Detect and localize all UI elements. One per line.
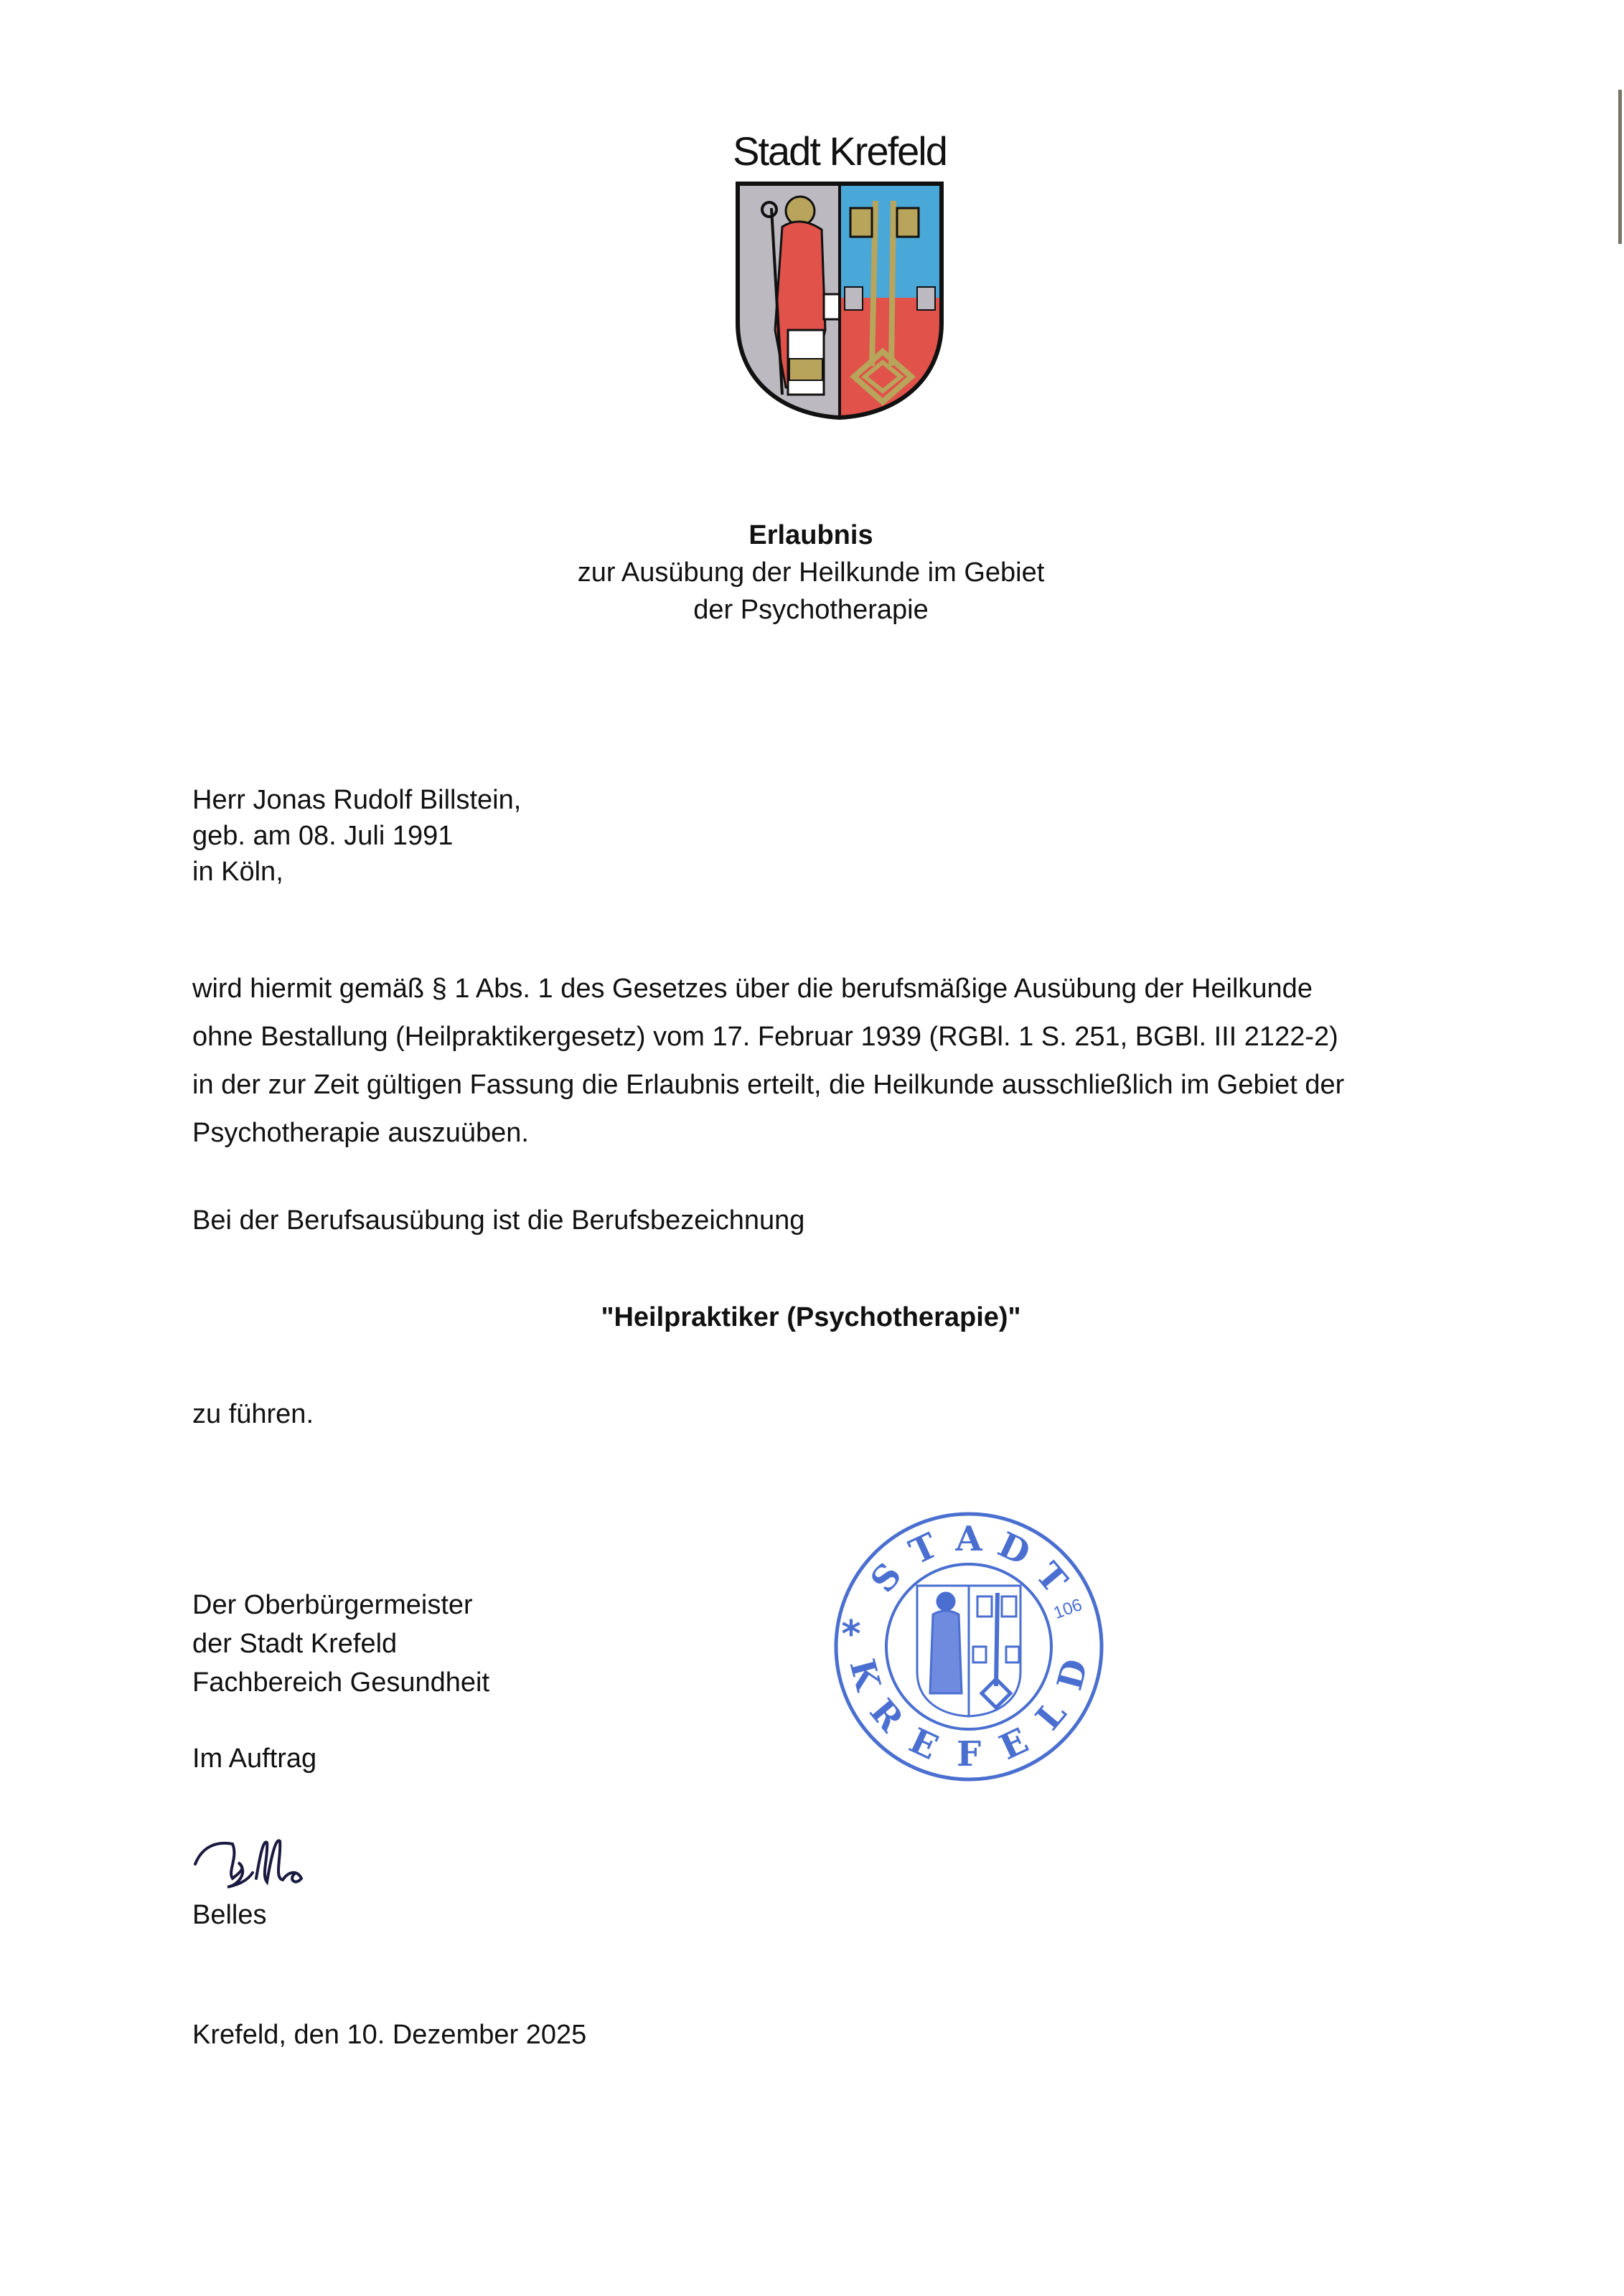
crest-shield-small-left xyxy=(845,287,863,310)
recipient-block xyxy=(192,782,521,890)
crest-key-bit-right xyxy=(897,208,919,237)
stamp-letter: L xyxy=(1028,1693,1075,1739)
authority-line-3: Fachbereich Gesundheit xyxy=(192,1667,490,1698)
professional-designation: "Heilpraktiker (Psychotherapie)" xyxy=(601,1302,1021,1332)
scan-edge-mark xyxy=(1618,90,1622,244)
document-title: Erlaubnis xyxy=(748,520,873,550)
on-behalf-label: Im Auftrag xyxy=(192,1744,317,1774)
place-and-date: Krefeld, den 10. Dezember 2025 xyxy=(192,2020,587,2050)
authority-line-1: Der Oberbürgermeister xyxy=(192,1590,473,1620)
authority-line-2: der Stadt Krefeld xyxy=(192,1629,398,1659)
recipient-birth-date: geb. am 08. Juli 1991 xyxy=(192,821,454,851)
stamp-letter: T xyxy=(1027,1554,1075,1601)
stamp-number: 106 xyxy=(1051,1595,1085,1624)
designation-intro: Bei der Berufsausübung ist die Berufsbezeichnung xyxy=(192,1205,805,1236)
paragraph-line: Psychotherapie auszuüben. xyxy=(192,1118,529,1148)
issuing-authority xyxy=(192,1586,489,1702)
stamp-letter: E xyxy=(903,1720,944,1769)
crest-mitre xyxy=(824,294,840,319)
stamp-bottom-text xyxy=(825,1507,1112,1787)
stamp-letter: T xyxy=(903,1525,944,1573)
document-subtitle-line-1: zur Ausübung der Heilkunde im Gebiet xyxy=(577,557,1045,588)
crest-bishop-foot xyxy=(789,359,822,380)
designation-outro: zu führen. xyxy=(192,1399,314,1429)
recipient-birth-place: in Köln, xyxy=(192,857,283,887)
crest-key-right xyxy=(891,201,893,366)
handwritten-signature xyxy=(188,1828,317,1896)
stamp-star-icon: * xyxy=(841,1613,861,1656)
coat-of-arms-logo xyxy=(732,181,947,420)
stamp-letter: D xyxy=(992,1524,1037,1574)
paragraph-line: in der zur Zeit gültigen Fassung die Erlaubnis erteilt, die Heilkunde ausschließlich im Gebiet der xyxy=(192,1070,1345,1100)
official-stamp xyxy=(825,1507,1112,1787)
document-title-block xyxy=(431,517,1191,629)
paragraph-line: wird hiermit gemäß § 1 Abs. 1 des Gesetzes über die berufsmäßige Ausübung der Heilkunde xyxy=(192,974,1313,1004)
stamp-letter: D xyxy=(1049,1655,1097,1695)
crest-shield-small-right xyxy=(917,287,935,310)
stamp-letter: S xyxy=(863,1555,910,1600)
recipient-name: Herr Jonas Rudolf Billstein, xyxy=(192,785,522,815)
stamp-letter: R xyxy=(861,1692,911,1740)
document-subtitle-line-2: der Psychotherapie xyxy=(693,595,929,625)
stamp-letter: F xyxy=(956,1734,982,1774)
stamp-letter: A xyxy=(955,1519,982,1559)
signer-name: Belles xyxy=(192,1900,267,1930)
letterhead-brand: Stadt Krefeld xyxy=(733,128,947,174)
crest-key-bit-left xyxy=(850,208,872,237)
permission-paragraph xyxy=(192,965,1484,1157)
stamp-letter: K xyxy=(841,1655,888,1695)
stamp-letter: E xyxy=(993,1720,1035,1769)
paragraph-line: ohne Bestallung (Heilpraktikergesetz) vom 17. Februar 1939 (RGBl. 1 S. 251, BGBl. III 2122-2) xyxy=(192,1022,1338,1052)
